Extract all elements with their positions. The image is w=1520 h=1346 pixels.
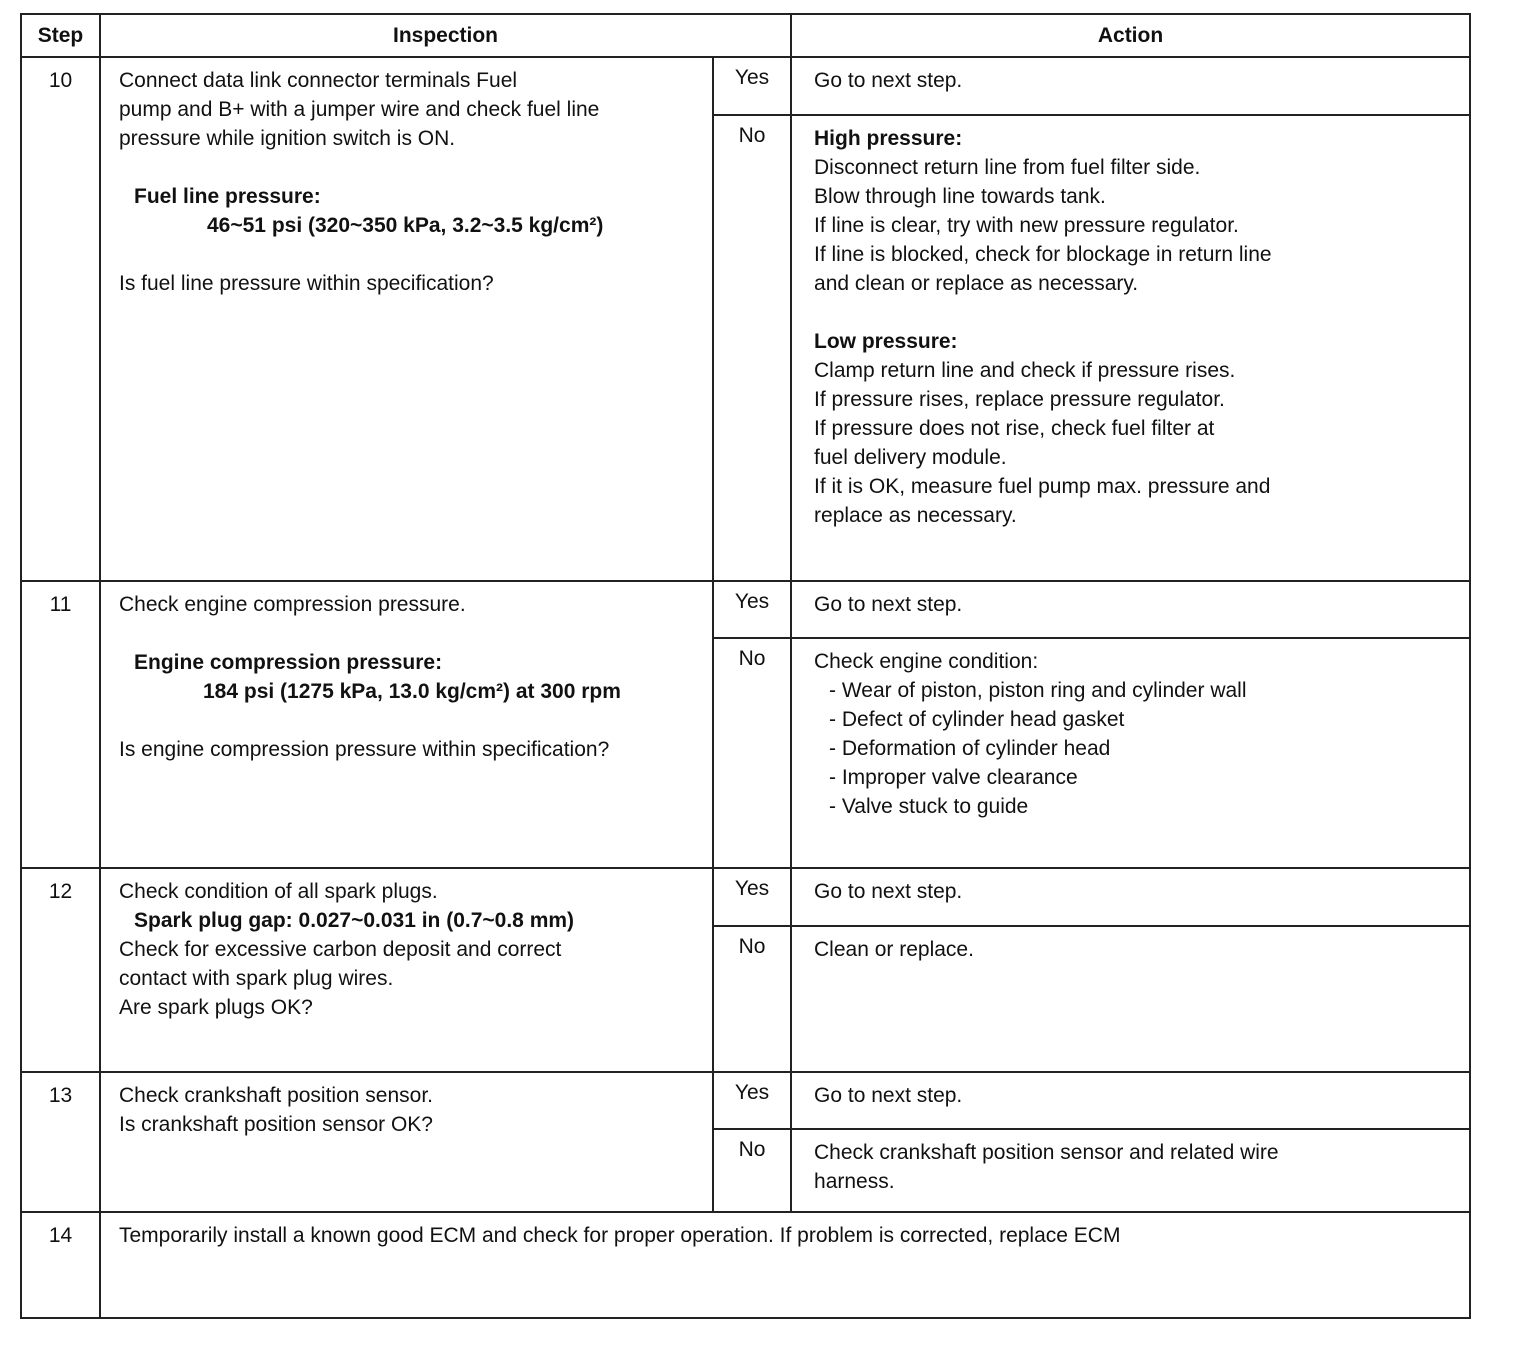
inspection-text: Check for excessive carbon deposit and correct: [119, 938, 562, 961]
condition-item: - Valve stuck to guide: [829, 795, 1029, 818]
low-pressure-title: Low pressure:: [814, 330, 958, 353]
spec-label: Engine compression pressure:: [134, 651, 443, 674]
high-pressure-title: High pressure:: [814, 127, 963, 150]
step-number: 14: [21, 1212, 100, 1318]
action-line: Check crankshaft position sensor and related wire: [814, 1141, 1279, 1164]
inspection-question: Is crankshaft position sensor OK?: [119, 1113, 433, 1136]
diagnostic-table: [20, 13, 1471, 1319]
spec-value: 184 psi (1275 kPa, 13.0 kg/cm²) at 300 rpm: [203, 680, 621, 703]
yes-label: Yes: [713, 57, 791, 115]
yes-label: Yes: [713, 1072, 791, 1129]
header-step: Step: [21, 14, 100, 57]
no-label: No: [713, 926, 791, 1072]
yes-action: Go to next step.: [791, 868, 1470, 926]
action-line: harness.: [814, 1170, 895, 1193]
no-action: [791, 115, 1470, 581]
action-title: Check engine condition:: [814, 650, 1039, 673]
inspection-cell: [100, 868, 713, 1072]
no-label: No: [713, 115, 791, 581]
spec-value: 46~51 psi (320~350 kPa, 3.2~3.5 kg/cm²): [207, 214, 604, 237]
action-line: If line is blocked, check for blockage in return line: [814, 243, 1272, 266]
spec-value: Spark plug gap: 0.027~0.031 in (0.7~0.8 mm): [134, 909, 575, 932]
inspection-text: pump and B+ with a jumper wire and check fuel line: [119, 98, 600, 121]
yes-action: Go to next step.: [791, 581, 1470, 638]
inspection-question: Is engine compression pressure within specification?: [119, 738, 610, 761]
inspection-text: Check crankshaft position sensor.: [119, 1084, 433, 1107]
yes-action: Go to next step.: [791, 57, 1470, 115]
condition-item: - Improper valve clearance: [829, 766, 1078, 789]
final-step-text: Temporarily install a known good ECM and check for proper operation. If problem is corrected, replace ECM: [100, 1212, 1470, 1318]
inspection-text: Check engine compression pressure.: [119, 593, 466, 616]
action-line: fuel delivery module.: [814, 446, 1007, 469]
spec-label: Fuel line pressure:: [134, 185, 321, 208]
no-label: No: [713, 1129, 791, 1212]
header-action: Action: [791, 14, 1470, 57]
action-line: replace as necessary.: [814, 504, 1017, 527]
step-number: 11: [21, 581, 100, 868]
condition-item: - Wear of piston, piston ring and cylinder wall: [829, 679, 1247, 702]
inspection-question: Are spark plugs OK?: [119, 996, 313, 1019]
condition-item: - Defect of cylinder head gasket: [829, 708, 1125, 731]
step-number: 12: [21, 868, 100, 1072]
inspection-text: Connect data link connector terminals Fuel: [119, 69, 518, 92]
action-line: and clean or replace as necessary.: [814, 272, 1139, 295]
no-label: No: [713, 638, 791, 868]
no-action: [791, 1129, 1470, 1212]
no-action: [791, 638, 1470, 868]
header-inspection: Inspection: [100, 14, 791, 57]
yes-label: Yes: [713, 868, 791, 926]
inspection-text: contact with spark plug wires.: [119, 967, 394, 990]
action-line: If line is clear, try with new pressure regulator.: [814, 214, 1239, 237]
step-number: 13: [21, 1072, 100, 1212]
action-line: Clamp return line and check if pressure rises.: [814, 359, 1236, 382]
action-line: If it is OK, measure fuel pump max. pressure and: [814, 475, 1271, 498]
step-number: 10: [21, 57, 100, 581]
yes-action: Go to next step.: [791, 1072, 1470, 1129]
no-action: Clean or replace.: [791, 926, 1470, 1072]
condition-item: - Deformation of cylinder head: [829, 737, 1111, 760]
action-line: If pressure rises, replace pressure regulator.: [814, 388, 1225, 411]
inspection-text: pressure while ignition switch is ON.: [119, 127, 456, 150]
inspection-text: Check condition of all spark plugs.: [119, 880, 438, 903]
inspection-cell: [100, 581, 713, 868]
inspection-cell: [100, 57, 713, 581]
action-line: If pressure does not rise, check fuel filter at: [814, 417, 1215, 440]
action-line: Disconnect return line from fuel filter side.: [814, 156, 1201, 179]
yes-label: Yes: [713, 581, 791, 638]
action-line: Blow through line towards tank.: [814, 185, 1106, 208]
inspection-cell: [100, 1072, 713, 1212]
inspection-question: Is fuel line pressure within specification?: [119, 272, 494, 295]
